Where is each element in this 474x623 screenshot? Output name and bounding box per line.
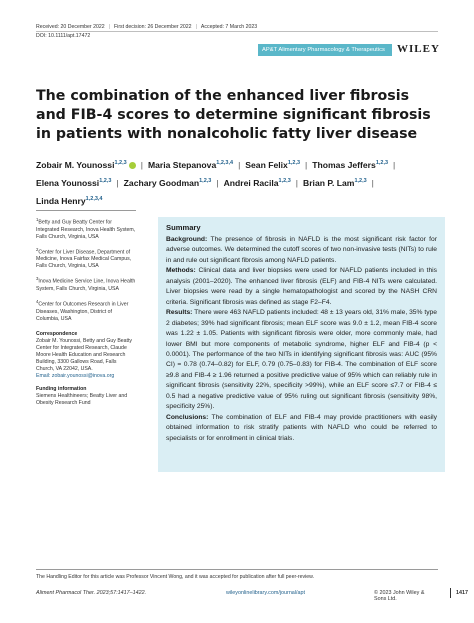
separator: | — [116, 178, 119, 188]
affiliation: $^2$Center for Liver Disease, Department of Medicine, Inova Fairfax Medical Campus, Falls Church, Virginia, USA — [36, 246, 132, 270]
affiliation-superscript: 1,2,3 — [287, 160, 301, 166]
summary-box — [158, 217, 445, 472]
affiliation-superscript: 1,2,3 — [114, 160, 127, 166]
separator: | — [238, 160, 241, 170]
author-name[interactable]: Zachary Goodman$^{1,2,3}$ — [123, 178, 212, 188]
first-decision-date: First decision: 26 December 2022 — [114, 23, 192, 30]
summary-heading: Summary — [166, 223, 201, 232]
affiliation: $^1$Betty and Guy Beatty Center for Integrated Research, Inova Health System, Falls Church, Virginia, USA — [36, 217, 136, 240]
journal-banner: AP&T Alimentary Pharmacology & Therapeutics — [258, 44, 392, 56]
affiliation: $^3$Inova Medicine Service Line, Inova Health System, Falls Church, Virginia, USA — [36, 276, 136, 293]
summary-methods: Methods: Clinical data and liver biopsies were used for NAFLD patients included in this analysis (2001–2020). The enhanced liver fibrosis (ELF) and FIB-4 NITs were calculated. Liver biopsies were read by a single hematopathologist and scored by the NASH CRN criteria. Significant fibrosis was defined as stage F2–F4. — [166, 267, 437, 306]
article-title: The combination of the enhanced liver fibrosis and FIB-4 scores to determine significant fibrosis in patients with nonalcoholic fatty liver disease — [36, 88, 431, 142]
page-number: 1417 — [456, 590, 468, 596]
affiliation-superscript: 1,2,3 — [99, 178, 112, 184]
summary-background: Background: The presence of fibrosis in NAFLD is the most significant risk factor for adverse outcomes. We determined the cutoff scores of two non-invasive tests (NITs) to rule in and rule out significant fibrosis among NAFLD patients. — [166, 236, 437, 264]
affiliation-superscript: 1,2,3 — [199, 178, 212, 184]
separator: | — [195, 23, 197, 30]
author-name[interactable]: Andrei Racila$^{1,2,3}$ — [223, 178, 291, 188]
affiliation-sidebar — [36, 216, 136, 412]
copyright: © 2023 John Wiley & Sons Ltd. — [374, 590, 425, 602]
sidebar-divider — [36, 210, 136, 211]
author-name[interactable]: Linda Henry$^{1,2,3,4}$ — [36, 196, 103, 206]
affiliation-superscript: 1,2,3,4 — [85, 196, 103, 202]
author-name[interactable]: Zobair M. Younossi$^{1,2,3}$ — [36, 160, 136, 170]
journal-url[interactable]: wileyonlinelibrary.com/journal/apt — [226, 590, 305, 596]
author-name[interactable]: Elena Younossi$^{1,2,3}$ — [36, 178, 112, 188]
funding-text: Siemens Healthineers; Beatty Liver and Obesity Research Fund — [36, 392, 128, 406]
affiliation: $^4$Center for Outcomes Research in Liver Diseases, Washington, District of Columbia, USA — [36, 299, 129, 322]
separator — [450, 588, 451, 598]
publisher-logo: WILEY — [397, 43, 440, 55]
correspondence-heading: Correspondence — [36, 330, 78, 337]
affiliation-superscript: 1,2,3 — [278, 178, 291, 184]
page-footer — [36, 590, 468, 602]
separator: | — [216, 178, 219, 188]
doi[interactable]: DOI: 10.1111/apt.17472 — [36, 33, 91, 39]
correspondence-address: Zobair M. Younossi, Betty and Guy Beatty Center for Integrated Research, Claude Moore Health Education and Research Building, 3300 Gallows Road, Falls Church, VA 22042, USA. — [36, 337, 133, 372]
accepted-date: Accepted: 7 March 2023 — [200, 23, 258, 30]
separator: | — [108, 23, 110, 30]
author-name[interactable]: Brian P. Lam$^{1,2,3}$ — [303, 178, 367, 188]
author-name[interactable]: Sean Felix$^{1,2,3}$ — [245, 160, 301, 170]
orcid-icon[interactable] — [129, 162, 136, 169]
received-date: Received: 20 December 2022 — [36, 23, 105, 30]
affiliation-superscript: 1,2,3 — [354, 178, 367, 184]
separator: | — [393, 160, 396, 170]
header-divider — [36, 31, 438, 32]
separator: | — [140, 160, 143, 170]
funding-heading: Funding information — [36, 385, 87, 392]
separator: | — [371, 178, 374, 188]
footer-divider — [36, 569, 438, 570]
author-name[interactable]: Thomas Jeffers$^{1,2,3}$ — [312, 160, 389, 170]
summary-results: Results: There were 463 NAFLD patients included: 48 ± 13 years old, 31% male, 35% type 2 diabetes; 39% had significant fibrosis; mean ELF score was 9.0 ± 1.2, mean FIB-4 score was 1.22 ± 1.05. Patients with significant fibrosis were older, more commonly male, had lower BMI but more components of metabolic syndrome, higher ELF and FIB-4 (p < 0.0001). The performance of the two NITs in identifying significant fibrosis was: AUC (95% CI) = 0.78 (0.74–0.82) for ELF, 0.79 (0.75–0.83) for FIB-4. The combination of ELF score ≥9.8 and FIB-4 ≥ 1.96 returned a positive predictive value of 95% which can reliably rule in significant fibrosis (sensitivity 22%, specificity >99%), while an ELF score ≤7.7 or FIB-4 ≤ 0.5 had a negative predictive value of 95% ruling out significant fibrosis (sensitivity 98%, specificity 25%). — [166, 309, 437, 411]
summary-conclusions: Conclusions: The combination of ELF and FIB-4 may provide practitioners with easily obtained information to risk stratify patients with NAFLD who could be referred to specialists or for enrollment in clinical trials. — [166, 413, 437, 442]
affiliation-superscript: 1,2,3,4 — [216, 160, 234, 166]
editor-note: The Handling Editor for this article was Professor Vincent Wong, and it was accepted for publication after full peer-review. — [36, 574, 315, 580]
correspondence-email[interactable]: Email: zobair.younossi@inova.org — [36, 372, 115, 379]
author-list — [36, 155, 441, 209]
author-name[interactable]: Maria Stepanova$^{1,2,3,4}$ — [147, 160, 234, 170]
affiliation-superscript: 1,2,3 — [375, 160, 389, 166]
journal-citation: Aliment Pharmacol Ther. 2023;57:1417–1422. — [36, 590, 147, 596]
separator: | — [305, 160, 308, 170]
separator: | — [295, 178, 298, 188]
